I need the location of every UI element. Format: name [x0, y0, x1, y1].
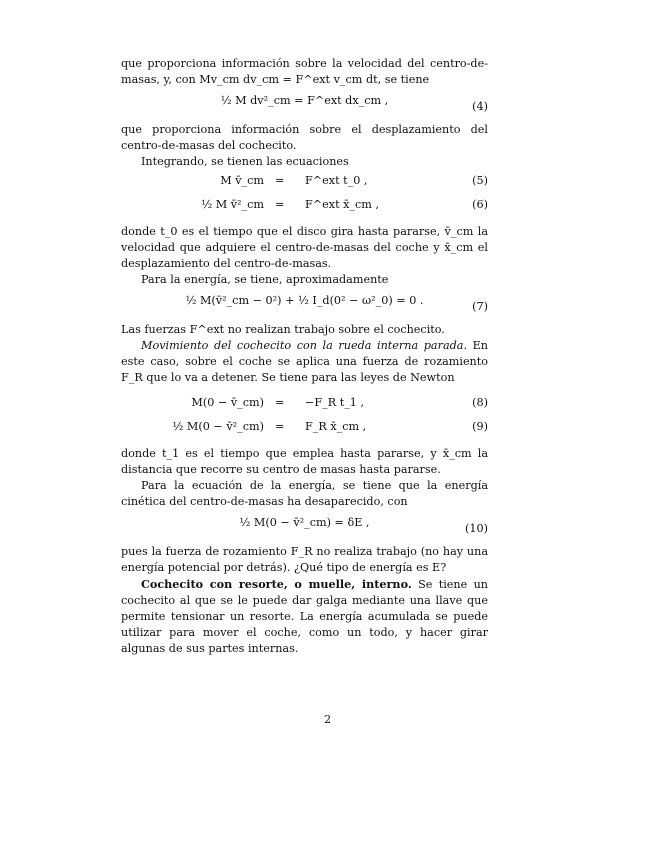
paragraph-8: donde t_1 es el tiempo que emplea hasta pararse, y x̄_cm la distancia que recorre su centro de masas hasta pararse.: [121, 447, 488, 476]
equation-8: [121, 392, 488, 416]
text-column: [121, 56, 488, 657]
equation-9-number: (9): [472, 420, 488, 433]
page-number: 2: [323, 713, 332, 726]
paragraph-3: Integrando, se tienen las ecuaciones: [141, 155, 349, 168]
paragraph-11-text: Se tiene un cochecito al que se le puede dar galga mediante una llave que permite tensionar un resorte. La energía acumulada se puede utilizar para mover el coche, como un todo, y hacer girar algunas de sus partes internas.: [121, 578, 489, 655]
equation-10: [121, 510, 488, 544]
equation-5-number: (5): [472, 174, 488, 187]
equation-8-rel: =: [275, 396, 285, 409]
equation-10-body: ½ M(0 − v̄²_cm) = δE ,: [239, 516, 370, 529]
equation-4-number: (4): [472, 100, 488, 113]
paragraph-7: [121, 338, 488, 386]
equation-9-rel: =: [275, 420, 285, 433]
equation-7: [121, 288, 488, 322]
equation-6: [121, 194, 488, 218]
equation-8-number: (8): [472, 396, 488, 409]
paragraph-9: Para la ecuación de la energía, se tiene que la energía cinética del centro-de-masas ha desaparecido, con: [121, 479, 488, 508]
equation-7-number: (7): [472, 300, 488, 313]
equation-9-rhs: F_R x̄_cm ,: [305, 420, 367, 433]
equation-4: [121, 88, 488, 122]
equation-5-rhs: F^ext t_0 ,: [305, 174, 368, 187]
equation-6-rhs: F^ext x̄_cm ,: [305, 198, 380, 211]
equation-5: [121, 170, 488, 194]
equation-6-rel: =: [275, 198, 285, 211]
paragraph-5: Para la energía, se tiene, aproximadamente: [141, 273, 389, 286]
paragraph-6: Las fuerzas F^ext no realizan trabajo sobre el cochecito.: [121, 323, 445, 336]
equation-5-rel: =: [275, 174, 285, 187]
paragraph-11: [121, 576, 488, 657]
equation-10-number: (10): [465, 522, 488, 535]
paragraph-7-text: En este caso, sobre el coche se aplica una fuerza de rozamiento F_R que lo va a detener. Se tiene para las leyes de Newton: [121, 339, 488, 384]
equation-9: [121, 416, 488, 440]
equation-8-rhs: −F_R t_1 ,: [305, 396, 365, 409]
equation-9-lhs: ½ M(0 − v̄²_cm): [172, 420, 264, 433]
equation-6-lhs: ½ M v̄²_cm: [201, 198, 264, 211]
paragraph-1: que proporciona información sobre la velocidad del centro-de-masas, y, con Mv_cm dv_cm = F^ext v_cm dt, se tiene: [121, 57, 488, 86]
paragraph-7-heading: Movimiento del cochecito con la rueda interna parada.: [141, 339, 467, 352]
equation-7-body: ½ M(v̄²_cm − 0²) + ½ I_d(0² − ω²_0) = 0 .: [185, 294, 424, 307]
paragraph-11-heading: Cochecito con resorte, o muelle, interno.: [141, 577, 412, 591]
equation-8-lhs: M(0 − v̄_cm): [191, 396, 264, 409]
equation-6-number: (6): [472, 198, 488, 211]
paragraph-2: que proporciona información sobre el desplazamiento del centro-de-masas del cochecito.: [121, 123, 488, 152]
equation-4-body: ½ M dv²_cm = F^ext dx_cm ,: [220, 94, 389, 107]
equation-5-lhs: M v̄_cm: [220, 174, 264, 187]
paragraph-10: pues la fuerza de rozamiento F_R no realiza trabajo (no hay una energía potencial por detrás). ¿Qué tipo de energía es E?: [121, 545, 488, 574]
paragraph-4: donde t_0 es el tiempo que el disco gira hasta pararse, v̄_cm la velocidad que adquiere el centro-de-masas del coche y x̄_cm el desplazamiento del centro-de-masas.: [121, 225, 488, 270]
